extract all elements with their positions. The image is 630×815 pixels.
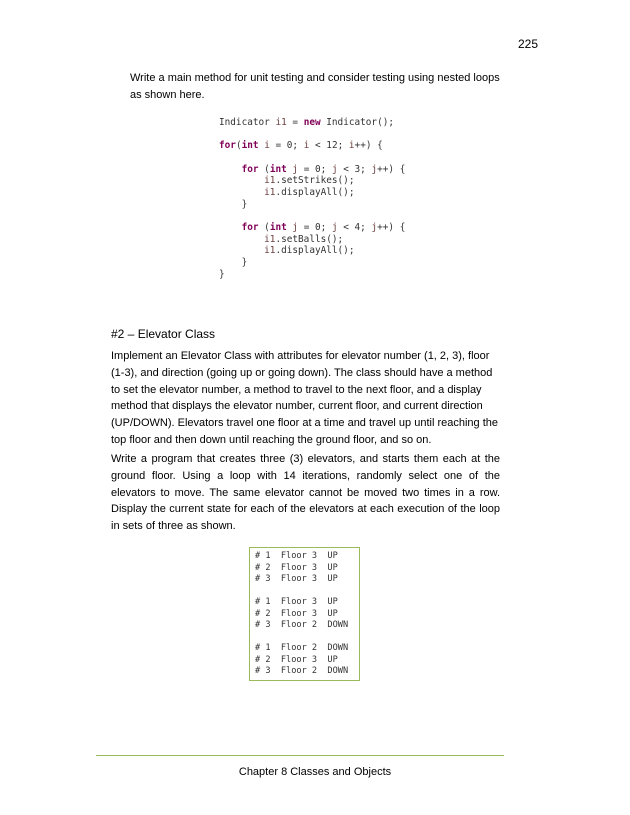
footer-rule (96, 755, 504, 756)
page-footer: Chapter 8 Classes and Objects (238, 766, 392, 778)
code-line: Indicator i1 = new Indicator(); (219, 117, 394, 128)
page-number: 225 (517, 37, 538, 51)
code-listing (219, 117, 405, 280)
code-line: } (219, 268, 225, 280)
elevator-class-paragraph: Implement an Elevator Class with attributes for elevator number (1, 2, 3), floor (1-3), and direction (going up or going down). The class should have a method to set the elevator number, a method to travel to the next floor, and a display method that displays the elevator number, current floor, and current direction (UP/DOWN). Elevators travel one floor at a time and travel up until reaching the top floor and then down until reaching the ground floor, and so on. (111, 350, 499, 446)
output-line: # 3 Floor 2 DOWN (255, 666, 349, 677)
code-line: for (int j = 0; j < 3; j++) { (241, 163, 406, 175)
output-line: # 1 Floor 2 DOWN (255, 643, 349, 654)
program-paragraph: Write a program that creates three (3) elevators, and starts them each at the ground floor. Using a loop with 14 iterations, randomly select one of the elevators to move. The same elevator cannot be moved two times in a row. Display the current state for each of the elevators at each execution of the loop in sets of three as shown. (111, 453, 500, 533)
output-line: # 3 Floor 3 UP (255, 574, 338, 585)
sample-output-box (249, 547, 360, 681)
code-line: i1.displayAll(); (264, 245, 355, 257)
output-line: # 2 Floor 3 UP (255, 654, 338, 665)
code-line: i1.setBalls(); (264, 233, 344, 245)
output-line: # 1 Floor 3 UP (255, 597, 338, 608)
code-line: } (219, 198, 248, 210)
section-heading: #2 – Elevator Class (111, 327, 216, 341)
code-line: for(int i = 0; i < 12; i++) { (219, 140, 383, 152)
code-line: i1.displayAll(); (264, 186, 355, 198)
sample-output-text (255, 551, 348, 678)
intro-paragraph: Write a main method for unit testing and consider testing using nested loops as shown here. (130, 72, 500, 101)
code-line: for (int j = 0; j < 4; j++) { (241, 221, 406, 233)
output-line: # 1 Floor 3 UP (255, 551, 338, 561)
output-line: # 2 Floor 3 UP (255, 608, 338, 619)
output-line: # 2 Floor 3 UP (255, 562, 338, 573)
code-line: } (219, 256, 248, 268)
output-line: # 3 Floor 2 DOWN (255, 620, 349, 631)
code-line: i1.setStrikes(); (264, 175, 355, 187)
